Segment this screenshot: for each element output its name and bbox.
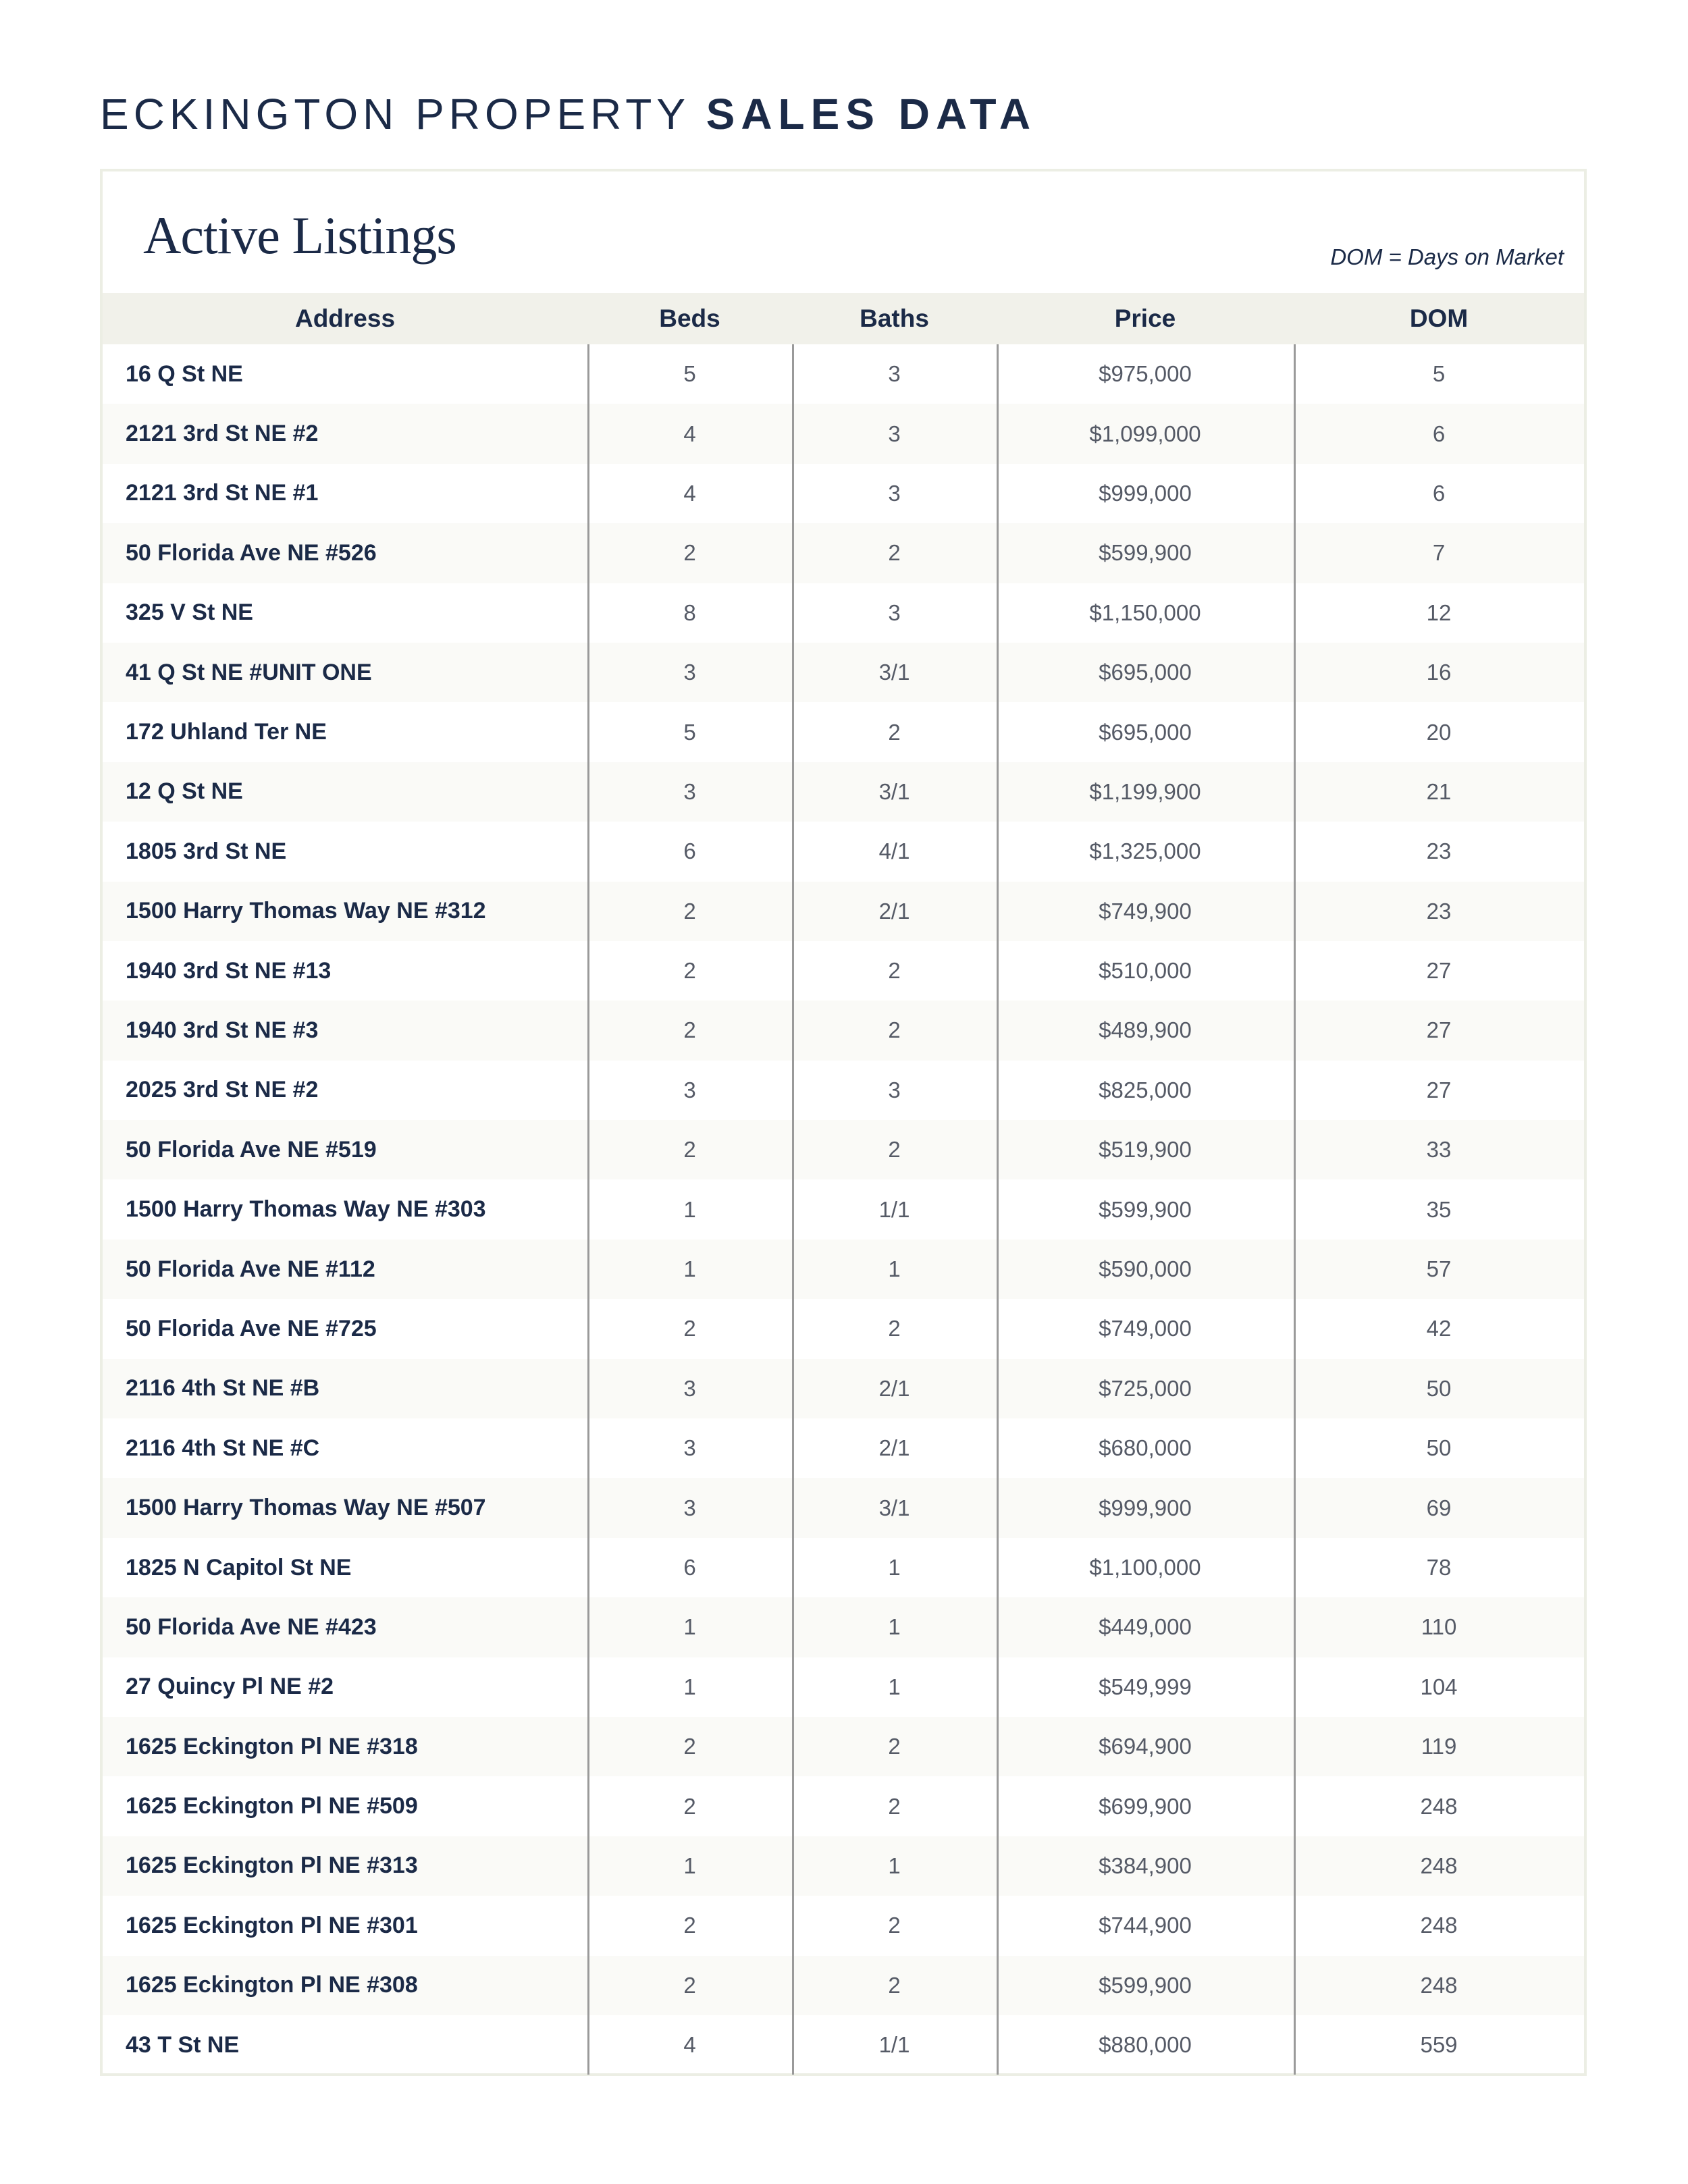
table-row xyxy=(103,822,1584,881)
cell-dom: 559 xyxy=(1420,2032,1458,2058)
cell-dom: 35 xyxy=(1426,1196,1452,1222)
cell-price: $449,000 xyxy=(1099,1614,1192,1640)
cell-baths: 2 xyxy=(888,1137,901,1163)
listings-table xyxy=(103,293,1584,2075)
table-row xyxy=(103,1299,1584,1358)
cell-beds: 2 xyxy=(683,898,696,924)
cell-price: $744,900 xyxy=(1099,1913,1192,1938)
cell-price: $680,000 xyxy=(1099,1435,1192,1461)
cell-baths: 2 xyxy=(888,540,901,566)
cell-beds: 3 xyxy=(683,778,696,804)
cell-beds: 2 xyxy=(683,1793,696,1819)
table-row xyxy=(103,1179,1584,1239)
cell-baths: 2/1 xyxy=(878,1435,910,1461)
table-row xyxy=(103,1836,1584,1896)
table-row xyxy=(103,1538,1584,1597)
cell-address: 2116 4th St NE #B xyxy=(126,1375,320,1402)
cell-baths: 1/1 xyxy=(878,1196,910,1222)
cell-beds: 2 xyxy=(683,1017,696,1043)
cell-address: 1940 3rd St NE #3 xyxy=(126,1017,319,1043)
table-row xyxy=(103,583,1584,643)
cell-baths: 2 xyxy=(888,1017,901,1043)
cell-address: 1625 Eckington Pl NE #301 xyxy=(126,1912,418,1938)
cell-beds: 1 xyxy=(683,1256,696,1282)
cell-dom: 27 xyxy=(1426,1077,1452,1102)
table-row xyxy=(103,1657,1584,1717)
cell-address: 50 Florida Ave NE #725 xyxy=(126,1315,377,1341)
table-row xyxy=(103,643,1584,702)
cell-price: $694,900 xyxy=(1099,1734,1192,1759)
page-title xyxy=(100,89,1036,139)
cell-beds: 3 xyxy=(683,1077,696,1102)
cell-address: 1500 Harry Thomas Way NE #312 xyxy=(126,898,486,924)
cell-baths: 3/1 xyxy=(878,660,910,685)
cell-price: $825,000 xyxy=(1099,1077,1192,1102)
cell-baths: 1 xyxy=(888,1614,901,1640)
cell-address: 1500 Harry Thomas Way NE #303 xyxy=(126,1196,486,1223)
cell-beds: 3 xyxy=(683,1375,696,1401)
cell-price: $725,000 xyxy=(1099,1375,1192,1401)
cell-price: $599,900 xyxy=(1099,1972,1192,1998)
cell-price: $1,199,900 xyxy=(1089,778,1201,804)
cell-address: 172 Uhland Ter NE xyxy=(126,719,327,745)
table-row xyxy=(103,1776,1584,1836)
table-row xyxy=(103,941,1584,1001)
cell-price: $519,900 xyxy=(1099,1137,1192,1163)
cell-dom: 6 xyxy=(1432,421,1446,446)
table-row xyxy=(103,1240,1584,1299)
cell-baths: 3 xyxy=(888,421,901,446)
cell-address: 16 Q St NE xyxy=(126,361,243,387)
cell-address: 50 Florida Ave NE #519 xyxy=(126,1136,377,1163)
cell-dom: 20 xyxy=(1426,719,1452,745)
cell-address: 2121 3rd St NE #1 xyxy=(126,480,319,506)
section-title: Active Listings xyxy=(143,206,456,265)
cell-dom: 23 xyxy=(1426,898,1452,924)
cell-baths: 1 xyxy=(888,1555,901,1580)
column-header-dom: DOM xyxy=(1409,304,1469,332)
table-row xyxy=(103,1956,1584,2015)
table-row xyxy=(103,523,1584,583)
column-divider xyxy=(1294,344,1296,2075)
cell-dom: 16 xyxy=(1426,660,1452,685)
cell-address: 1625 Eckington Pl NE #313 xyxy=(126,1853,418,1879)
cell-beds: 2 xyxy=(683,1137,696,1163)
cell-dom: 119 xyxy=(1421,1734,1457,1759)
cell-price: $599,900 xyxy=(1099,1196,1192,1222)
cell-dom: 23 xyxy=(1426,838,1452,864)
cell-price: $880,000 xyxy=(1099,2032,1192,2058)
cell-address: 27 Quincy Pl NE #2 xyxy=(126,1674,334,1700)
cell-baths: 3 xyxy=(888,480,901,506)
cell-beds: 6 xyxy=(683,838,696,864)
cell-beds: 2 xyxy=(683,1913,696,1938)
table-row xyxy=(103,882,1584,941)
cell-beds: 5 xyxy=(683,719,696,745)
cell-dom: 248 xyxy=(1420,1972,1458,1998)
cell-baths: 2 xyxy=(888,1316,901,1341)
cell-dom: 50 xyxy=(1426,1435,1452,1461)
cell-address: 1625 Eckington Pl NE #509 xyxy=(126,1793,418,1819)
cell-address: 1805 3rd St NE xyxy=(126,838,287,864)
table-header xyxy=(103,293,1584,344)
cell-price: $975,000 xyxy=(1099,361,1192,387)
cell-baths: 4/1 xyxy=(878,838,910,864)
dom-legend-note: DOM = Days on Market xyxy=(1330,244,1564,269)
table-row xyxy=(103,1359,1584,1418)
cell-address: 50 Florida Ave NE #112 xyxy=(126,1256,375,1282)
cell-price: $1,150,000 xyxy=(1089,600,1201,625)
cell-dom: 42 xyxy=(1426,1316,1452,1341)
cell-beds: 5 xyxy=(683,361,696,387)
cell-beds: 2 xyxy=(683,1972,696,1998)
cell-price: $695,000 xyxy=(1099,660,1192,685)
cell-beds: 3 xyxy=(683,1495,696,1520)
cell-beds: 4 xyxy=(683,480,696,506)
cell-baths: 2 xyxy=(888,1793,901,1819)
cell-beds: 4 xyxy=(683,2032,696,2058)
cell-dom: 6 xyxy=(1432,480,1446,506)
table-row xyxy=(103,1061,1584,1120)
cell-baths: 1/1 xyxy=(878,2032,910,2058)
cell-baths: 3 xyxy=(888,600,901,625)
table-row xyxy=(103,1717,1584,1776)
cell-dom: 12 xyxy=(1426,600,1452,625)
cell-address: 1625 Eckington Pl NE #318 xyxy=(126,1733,418,1759)
cell-beds: 1 xyxy=(683,1853,696,1878)
cell-baths: 1 xyxy=(888,1256,901,1282)
cell-address: 1825 N Capitol St NE xyxy=(126,1554,352,1580)
cell-address: 2121 3rd St NE #2 xyxy=(126,421,319,447)
cell-dom: 7 xyxy=(1432,540,1446,566)
cell-address: 2025 3rd St NE #2 xyxy=(126,1077,319,1103)
table-row xyxy=(103,762,1584,822)
cell-address: 325 V St NE xyxy=(126,600,253,626)
cell-beds: 1 xyxy=(683,1614,696,1640)
cell-baths: 2/1 xyxy=(878,898,910,924)
table-row xyxy=(103,1418,1584,1478)
table-row xyxy=(103,2015,1584,2075)
cell-dom: 110 xyxy=(1421,1614,1457,1640)
cell-beds: 1 xyxy=(683,1196,696,1222)
table-row xyxy=(103,1120,1584,1179)
cell-price: $1,099,000 xyxy=(1089,421,1201,446)
cell-baths: 1 xyxy=(888,1853,901,1878)
cell-address: 2116 4th St NE #C xyxy=(126,1435,320,1461)
cell-beds: 4 xyxy=(683,421,696,446)
cell-baths: 1 xyxy=(888,1674,901,1699)
cell-baths: 2 xyxy=(888,1972,901,1998)
cell-address: 43 T St NE xyxy=(126,2031,240,2058)
cell-price: $1,325,000 xyxy=(1089,838,1201,864)
page-title-light: ECKINGTON PROPERTY xyxy=(100,90,689,138)
cell-beds: 2 xyxy=(683,1316,696,1341)
cell-dom: 248 xyxy=(1420,1913,1458,1938)
cell-dom: 27 xyxy=(1426,1017,1452,1043)
cell-beds: 8 xyxy=(683,600,696,625)
cell-address: 1500 Harry Thomas Way NE #507 xyxy=(126,1495,486,1521)
cell-dom: 5 xyxy=(1432,361,1446,387)
cell-address: 1625 Eckington Pl NE #308 xyxy=(126,1972,418,1998)
cell-baths: 3 xyxy=(888,361,901,387)
cell-address: 50 Florida Ave NE #423 xyxy=(126,1614,377,1640)
cell-beds: 1 xyxy=(683,1674,696,1699)
table-row xyxy=(103,1597,1584,1657)
cell-price: $749,900 xyxy=(1099,898,1192,924)
cell-address: 1940 3rd St NE #13 xyxy=(126,957,332,984)
cell-baths: 3/1 xyxy=(878,1495,910,1520)
table-row xyxy=(103,1478,1584,1537)
cell-dom: 78 xyxy=(1426,1555,1452,1580)
table-row xyxy=(103,1001,1584,1060)
cell-baths: 2 xyxy=(888,719,901,745)
cell-price: $749,000 xyxy=(1099,1316,1192,1341)
table-row xyxy=(103,404,1584,463)
cell-price: $510,000 xyxy=(1099,958,1192,984)
cell-price: $599,900 xyxy=(1099,540,1192,566)
cell-address: 41 Q St NE #UNIT ONE xyxy=(126,659,372,685)
cell-baths: 2 xyxy=(888,1913,901,1938)
cell-baths: 2 xyxy=(888,1734,901,1759)
cell-price: $384,900 xyxy=(1099,1853,1192,1878)
cell-dom: 50 xyxy=(1426,1375,1452,1401)
cell-address: 12 Q St NE xyxy=(126,778,243,805)
column-header-price: Price xyxy=(1114,304,1176,332)
cell-beds: 6 xyxy=(683,1555,696,1580)
column-divider xyxy=(587,344,589,2075)
column-header-address: Address xyxy=(294,304,396,332)
cell-beds: 2 xyxy=(683,540,696,566)
cell-dom: 21 xyxy=(1426,778,1452,804)
cell-beds: 3 xyxy=(683,660,696,685)
cell-price: $999,000 xyxy=(1099,480,1192,506)
column-header-baths: Baths xyxy=(860,304,929,332)
cell-baths: 3 xyxy=(888,1077,901,1102)
table-row xyxy=(103,702,1584,762)
cell-dom: 57 xyxy=(1426,1256,1452,1282)
table-row xyxy=(103,464,1584,523)
cell-dom: 104 xyxy=(1420,1674,1458,1699)
cell-price: $549,999 xyxy=(1099,1674,1192,1699)
cell-beds: 2 xyxy=(683,1734,696,1759)
column-divider xyxy=(997,344,999,2075)
table-row xyxy=(103,1896,1584,1955)
cell-beds: 2 xyxy=(683,958,696,984)
table-body xyxy=(103,344,1584,2075)
page-title-bold: SALES DATA xyxy=(706,90,1037,138)
cell-price: $695,000 xyxy=(1099,719,1192,745)
cell-beds: 3 xyxy=(683,1435,696,1461)
cell-price: $999,900 xyxy=(1099,1495,1192,1520)
active-listings-card xyxy=(100,169,1587,2076)
cell-dom: 248 xyxy=(1420,1793,1458,1819)
cell-dom: 69 xyxy=(1426,1495,1452,1520)
column-divider xyxy=(792,344,794,2075)
cell-price: $1,100,000 xyxy=(1089,1555,1201,1580)
column-header-beds: Beds xyxy=(659,304,720,332)
cell-dom: 27 xyxy=(1426,958,1452,984)
cell-baths: 2 xyxy=(888,958,901,984)
cell-price: $699,900 xyxy=(1099,1793,1192,1819)
cell-baths: 3/1 xyxy=(878,778,910,804)
table-row xyxy=(103,344,1584,404)
cell-dom: 33 xyxy=(1426,1137,1452,1163)
cell-price: $489,900 xyxy=(1099,1017,1192,1043)
cell-address: 50 Florida Ave NE #526 xyxy=(126,539,377,566)
cell-baths: 2/1 xyxy=(878,1375,910,1401)
cell-price: $590,000 xyxy=(1099,1256,1192,1282)
cell-dom: 248 xyxy=(1420,1853,1458,1878)
